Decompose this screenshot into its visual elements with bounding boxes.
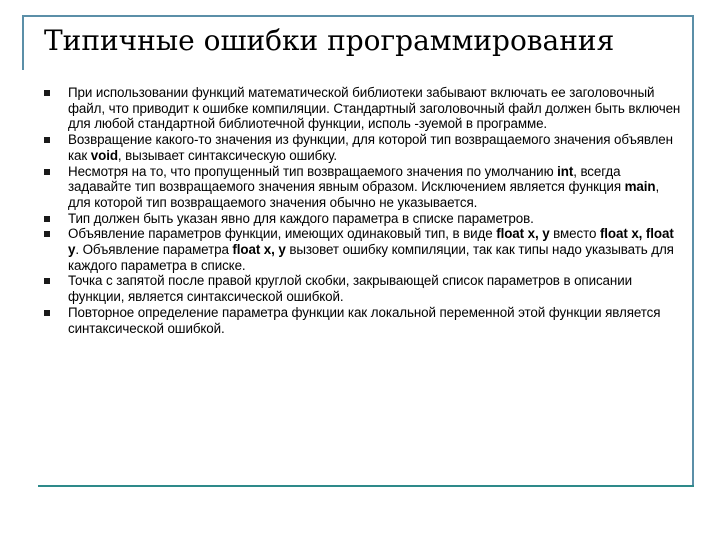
bullet-text: Тип должен быть указан явно для каждого параметра в списке параметров. [68,210,534,226]
frame-top-line [22,15,694,17]
code-keyword: int [557,163,574,179]
bullet-square-icon [44,169,50,175]
bullet-text: , для которой тип возвращаемого значения обычно не указывается. [68,179,660,210]
frame-right-line [692,15,694,485]
bullet-item [44,164,684,211]
bullet-item [44,226,684,273]
bullet-text: При использовании функций математической библиотеки забывают включать ее заголовочный файл, что приводит к ошибке компиляции. Стандартный заголовочный файл должен быть включен для любой стандартной библиотечной функции, исполь -зуемой в программе. [68,85,681,132]
bullet-square-icon [44,310,50,316]
code-keyword: void [90,147,118,163]
bullet-text: Повторное определение параметра функции как локальной переменной этой функции является синтаксической ошибкой. [68,304,661,336]
bullet-text: . Объявление параметра [75,242,233,258]
bullet-text: , вызывает синтаксическую ошибку. [117,147,338,163]
frame-bottom-line [38,485,694,487]
bullet-text: Возвращение какого-то значения из функции, для которой тип возвращаемого значения объявлен как [68,132,673,163]
code-keyword: float x, y [496,226,550,242]
frame-left-line [22,15,24,70]
bullet-text: Объявление параметров функции, имеющих одинаковый тип, в виде [68,226,497,242]
bullet-text: вызовет ошибку компиляции, так как типы надо указывать для каждого параметра в списке. [68,242,674,273]
bullet-item [44,273,684,304]
bullet-text: Несмотря на то, что пропущенный тип возвращаемого значения по умолчанию [68,163,558,179]
bullet-item [44,211,684,227]
bullet-list [44,85,684,336]
code-keyword: main [624,179,656,195]
bullet-square-icon [44,231,50,237]
slide-title: Типичные ошибки программирования [44,24,615,57]
bullet-square-icon [44,216,50,222]
bullet-item [44,132,684,163]
bullet-text: вместо [549,226,600,242]
bullet-square-icon [44,90,50,96]
bullet-item [44,305,684,336]
code-keyword: float x, y [232,242,286,258]
bullet-square-icon [44,137,50,143]
bullet-square-icon [44,278,50,284]
bullet-text: , всегда задавайте тип возвращаемого значения явным образом. Исключением является функция [68,163,625,195]
code-keyword: float x, float y [68,226,674,258]
bullet-text: Точка с запятой после правой круглой скобки, закрывающей список параметров в описании функции, является синтаксической ошибкой. [68,273,632,305]
bullet-item [44,85,684,132]
